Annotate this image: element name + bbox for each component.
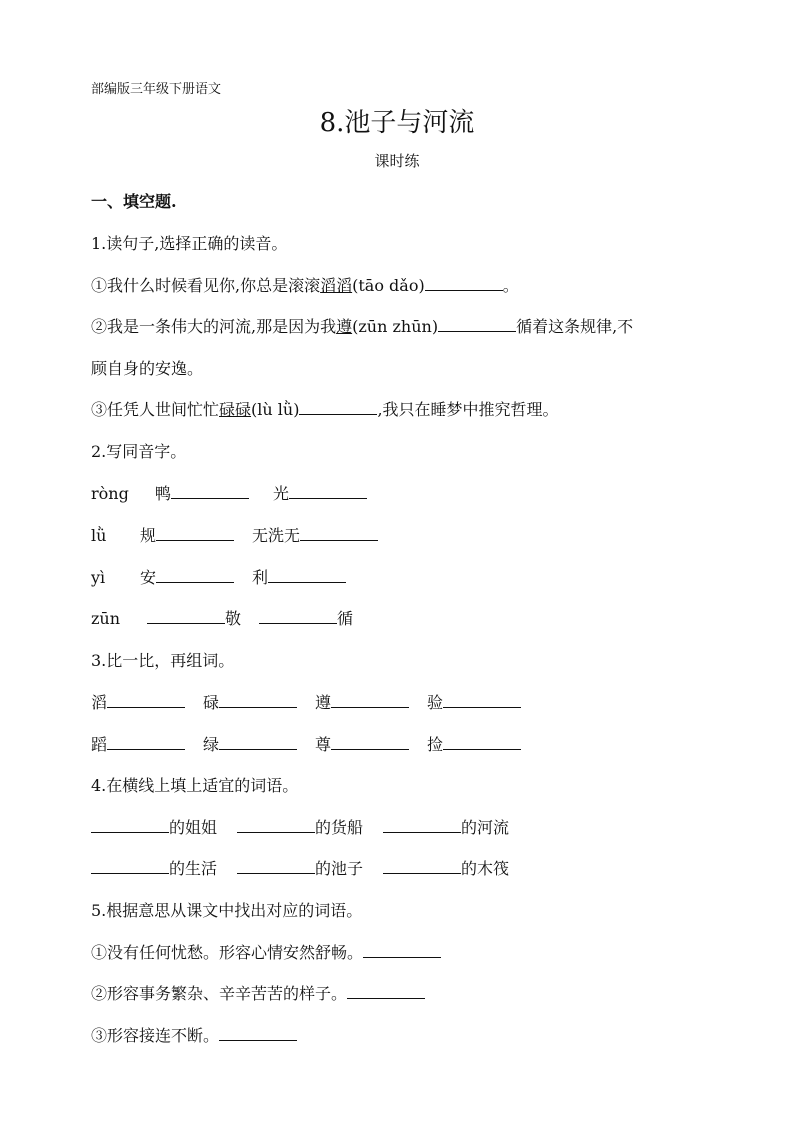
answer-blank[interactable]: [91, 859, 169, 874]
page-subtitle: 课时练: [374, 152, 420, 170]
q5-item: ③形容接连不断。: [91, 1026, 297, 1046]
q1-item-b-cont: 顾自身的安逸。: [91, 359, 204, 378]
answer-blank[interactable]: [438, 317, 516, 332]
answer-blank[interactable]: [363, 943, 441, 958]
q4-row: 的生活 的池子 的木筏: [91, 859, 509, 879]
q2-row: lǜ 规 无洗无: [91, 526, 378, 546]
answer-blank[interactable]: [107, 693, 185, 708]
q2-row: ròng 鸭 光: [91, 484, 367, 504]
q1-prompt: 1.读句子,选择正确的读音。: [91, 234, 288, 253]
q5-prompt: 5.根据意思从课文中找出对应的词语。: [91, 901, 363, 920]
q3-row: 蹈 绿 尊 捡: [91, 735, 521, 755]
header-label: 部编版三年级下册语文: [91, 82, 222, 97]
answer-blank[interactable]: [299, 400, 377, 415]
q2-row: zūn 敬 循: [91, 609, 354, 628]
answer-blank[interactable]: [171, 484, 249, 499]
answer-blank[interactable]: [443, 693, 521, 708]
answer-blank[interactable]: [331, 735, 409, 750]
answer-blank[interactable]: [289, 484, 367, 499]
answer-blank[interactable]: [147, 609, 225, 624]
q2-row: yì 安 利: [91, 568, 346, 588]
q3-row: 滔 碌 遵 验: [91, 693, 521, 713]
answer-blank[interactable]: [237, 859, 315, 874]
q1-item-c: ③任凭人世间忙忙碌碌(lù lǜ) ,我只在睡梦中推究哲理。: [91, 400, 559, 419]
q5-item: ①没有任何忧愁。形容心情安然舒畅。: [91, 943, 441, 963]
q4-row: 的姐姐 的货船 的河流: [91, 818, 509, 838]
q3-prompt: 3.比一比，再组词。: [91, 651, 235, 670]
section-heading: 一、填空题.: [91, 192, 177, 211]
answer-blank[interactable]: [331, 693, 409, 708]
q1-item-b: ②我是一条伟大的河流,那是因为我遵(zūn zhūn) 循着这条规律,不: [91, 317, 634, 336]
answer-blank[interactable]: [156, 526, 234, 541]
answer-blank[interactable]: [300, 526, 378, 541]
answer-blank[interactable]: [383, 859, 461, 874]
answer-blank[interactable]: [425, 276, 503, 291]
answer-blank[interactable]: [268, 568, 346, 583]
answer-blank[interactable]: [443, 735, 521, 750]
page-title: 8.池子与河流: [319, 108, 475, 138]
answer-blank[interactable]: [107, 735, 185, 750]
q2-prompt: 2.写同音字。: [91, 442, 187, 461]
q4-prompt: 4.在横线上填上适宜的词语。: [91, 776, 299, 795]
answer-blank[interactable]: [347, 984, 425, 999]
q1-item-a: ①我什么时候看见你,你总是滚滚滔滔(tāo dǎo) 。: [91, 276, 519, 295]
q5-item: ②形容事务繁杂、辛辛苦苦的样子。: [91, 984, 425, 1004]
answer-blank[interactable]: [219, 1026, 297, 1041]
answer-blank[interactable]: [219, 693, 297, 708]
answer-blank[interactable]: [259, 609, 337, 624]
answer-blank[interactable]: [156, 568, 234, 583]
answer-blank[interactable]: [237, 818, 315, 833]
answer-blank[interactable]: [383, 818, 461, 833]
answer-blank[interactable]: [91, 818, 169, 833]
answer-blank[interactable]: [219, 735, 297, 750]
